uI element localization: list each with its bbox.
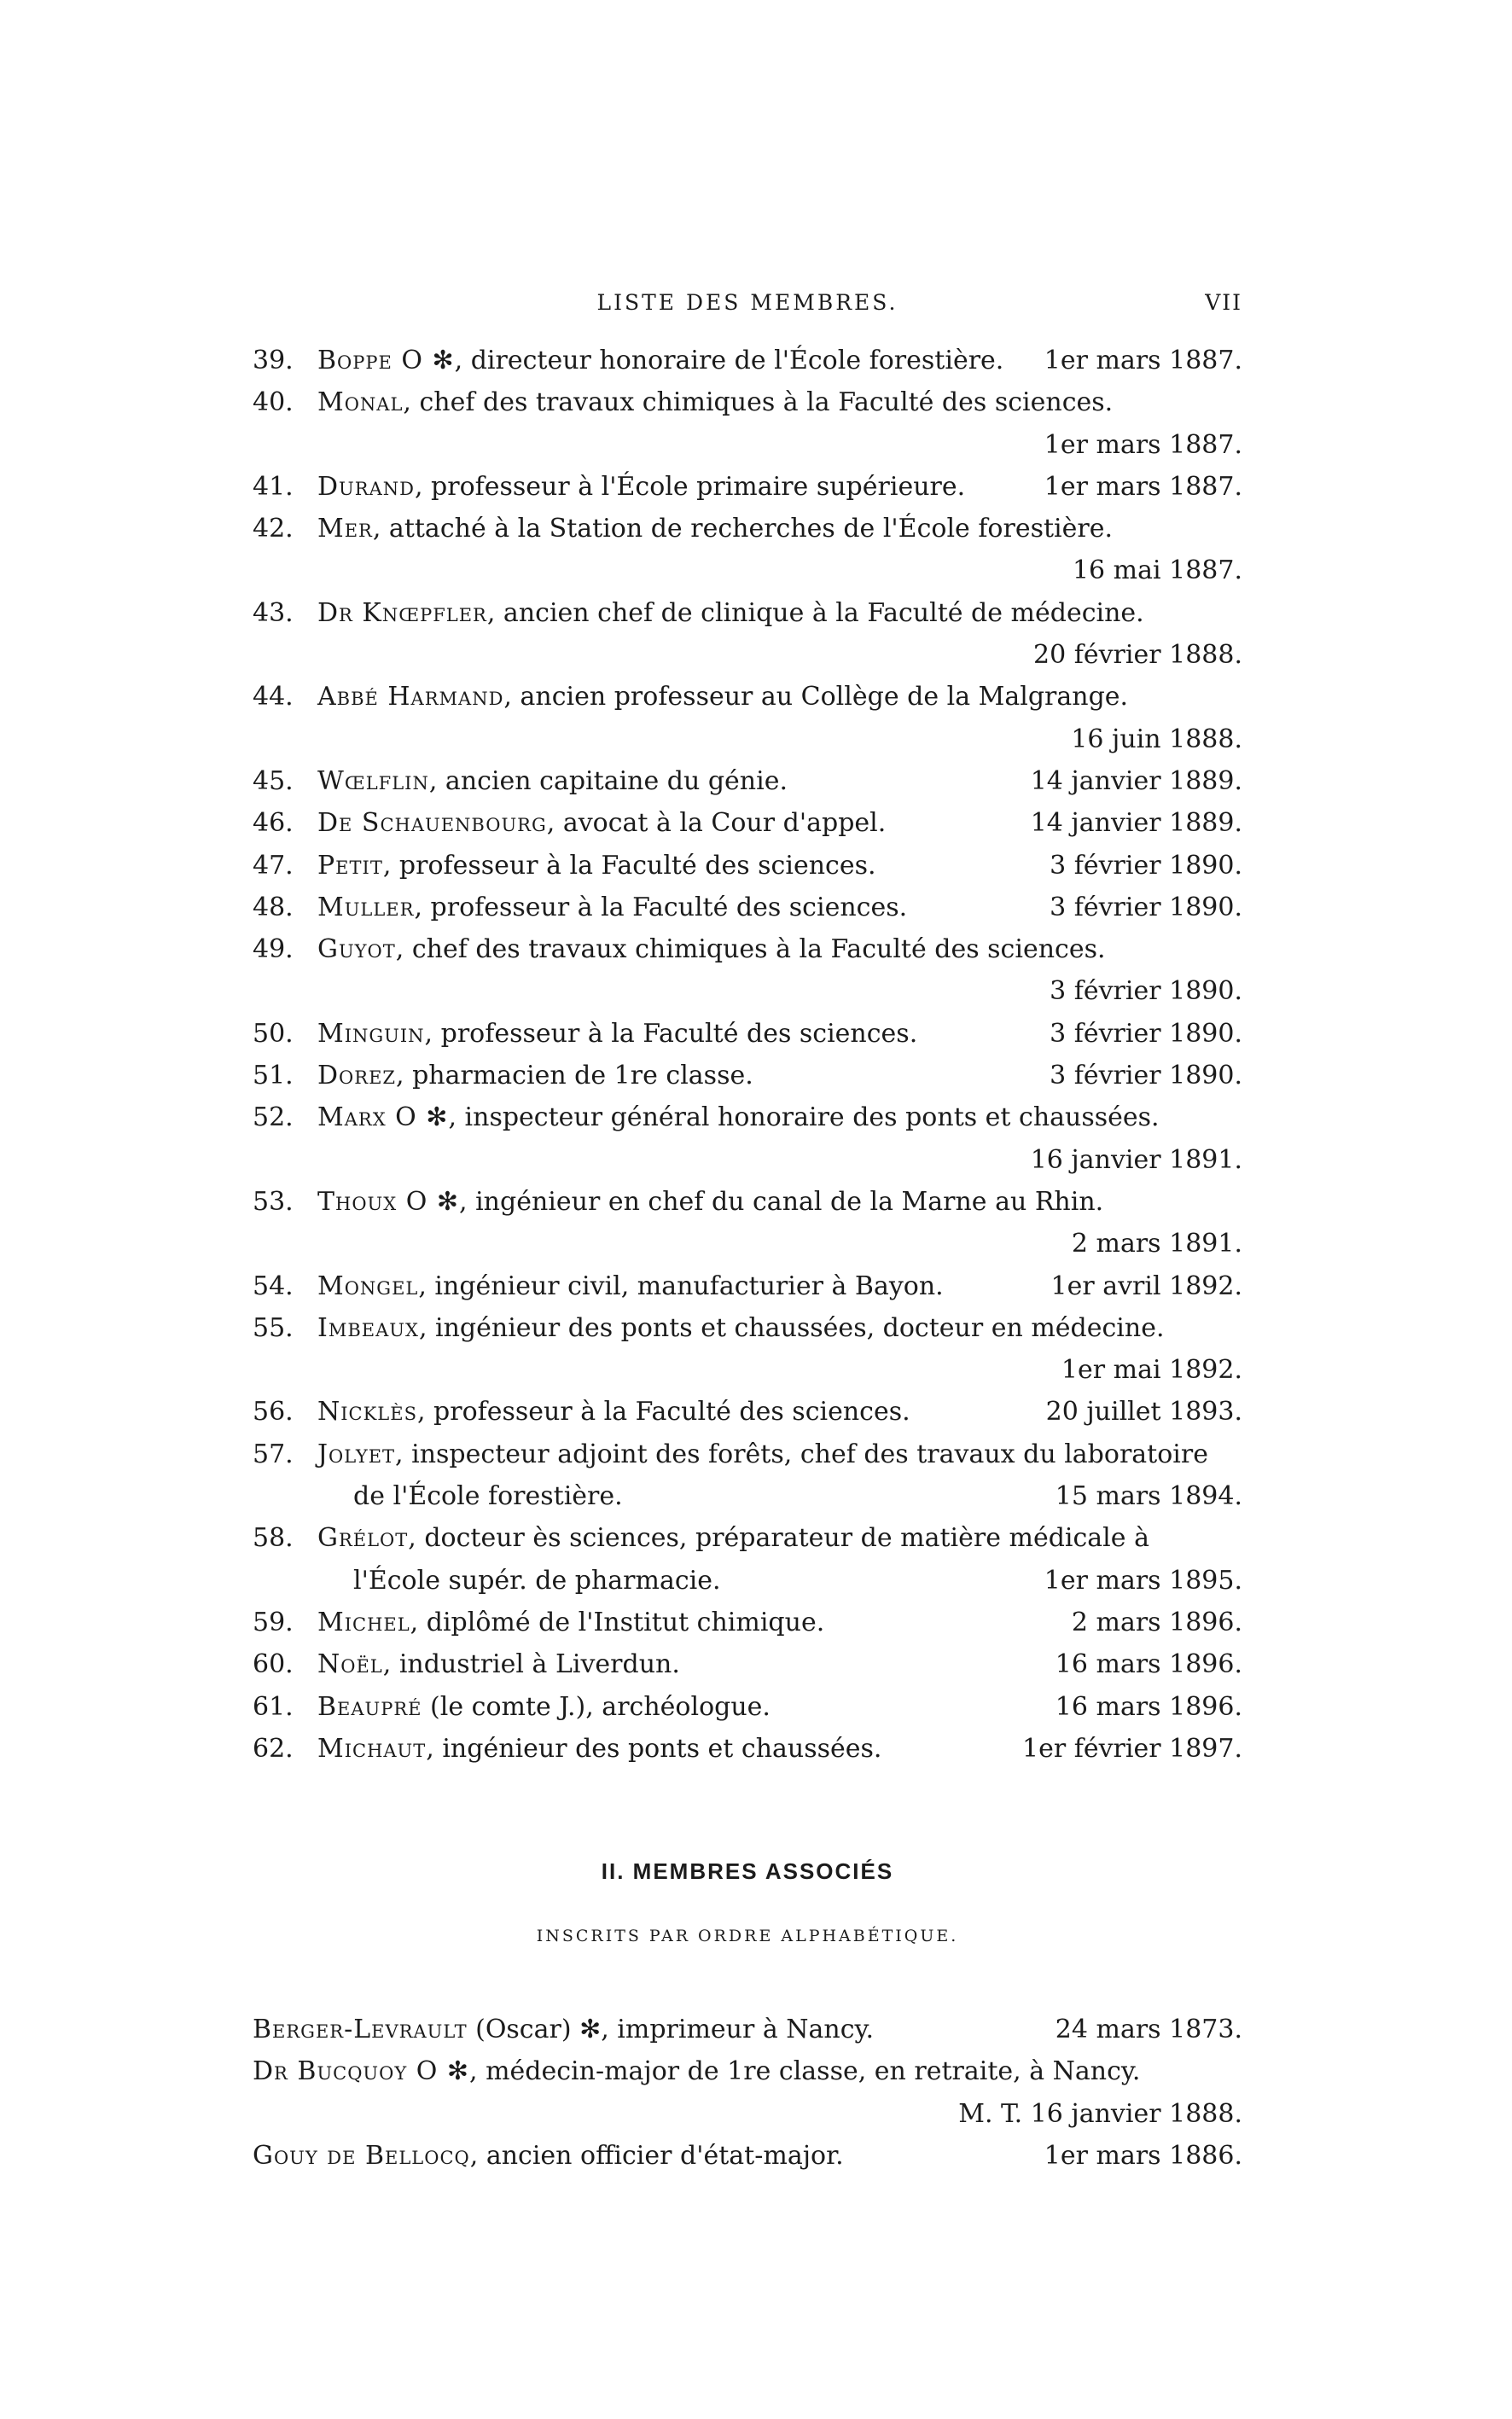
associate-description: , médecin-major de 1re classe, en retraite, à Nancy. <box>469 2056 1141 2087</box>
admission-date: 16 mars 1896. <box>1055 1649 1242 1680</box>
member-description: (le comte J.), archéologue. <box>422 1691 771 1722</box>
section-title: II. MEMBRES ASSOCIÉS <box>601 1858 894 1884</box>
entry-number: 49. <box>253 934 294 965</box>
member-description: , professeur à la Faculté des sciences. <box>414 892 908 922</box>
section-subtitle: INSCRITS PAR ORDRE ALPHABÉTIQUE. <box>536 1927 959 1945</box>
entry-line <box>253 424 1242 466</box>
member-entry <box>253 1433 1242 1518</box>
associate-date: 24 mars 1873. <box>1055 2015 1242 2044</box>
entry-number: 48. <box>253 892 294 922</box>
admission-date: 1er avril 1892. <box>1050 1271 1242 1301</box>
entry-text <box>317 1181 1242 1223</box>
member-entry <box>253 1517 1242 1602</box>
associate-line <box>253 2050 1242 2092</box>
member-description: , pharmacien de 1re classe. <box>396 1061 753 1091</box>
entry-line <box>253 845 1242 887</box>
member-name: Noël <box>317 1649 383 1680</box>
entry-number: 52. <box>253 1102 294 1133</box>
member-description: , ancien chef de clinique à la Faculté de médecine. <box>486 597 1144 628</box>
member-description: , ingénieur civil, manufacturier à Bayon. <box>418 1271 944 1301</box>
entry-number: 40. <box>253 387 294 418</box>
entry-line <box>253 760 1242 802</box>
associates-list <box>253 2009 1242 2177</box>
entry-text <box>317 1433 1242 1475</box>
member-name: Grélot <box>317 1523 409 1554</box>
entry-number: 55. <box>253 1312 294 1343</box>
member-name: Boppe O ✻ <box>317 346 455 375</box>
entry-number: 57. <box>253 1439 294 1469</box>
member-name: Wœlflin <box>317 765 429 796</box>
entry-number: 62. <box>253 1733 294 1764</box>
associate-line <box>253 2135 1242 2177</box>
entry-line <box>253 1349 1242 1391</box>
member-name: Nicklès <box>317 1397 417 1428</box>
associate-name: Gouy de Bellocq <box>253 2140 470 2171</box>
member-name: Michaut <box>317 1733 427 1764</box>
member-description: , professeur à la Faculté des sciences. <box>424 1018 918 1049</box>
member-description: , professeur à l'École primaire supérieure. <box>414 471 966 502</box>
entry-line <box>253 1181 1242 1223</box>
entry-line <box>253 1602 1242 1643</box>
entry-line <box>253 1560 1242 1602</box>
entry-number: 46. <box>253 808 294 839</box>
entry-number: 59. <box>253 1607 294 1637</box>
entry-line <box>253 1728 1242 1770</box>
admission-date: 16 mars 1896. <box>1055 1691 1242 1722</box>
member-description: , diplômé de l'Institut chimique. <box>410 1607 825 1637</box>
member-entry <box>253 381 1242 466</box>
member-name: Imbeaux <box>317 1312 419 1343</box>
member-description: , ingénieur des ponts et chaussées. <box>426 1733 882 1764</box>
member-entry <box>253 592 1242 677</box>
entry-text <box>317 1307 1242 1349</box>
member-entry <box>253 1728 1242 1770</box>
entry-line <box>253 718 1242 760</box>
member-description: , professeur à la Faculté des sciences. <box>382 850 876 881</box>
admission-date: 3 février 1890. <box>1050 850 1242 881</box>
member-entry <box>253 802 1242 844</box>
entry-line <box>253 340 1242 381</box>
admission-date: 14 janvier 1889. <box>1030 808 1242 839</box>
member-entry <box>253 466 1242 508</box>
member-entry <box>253 508 1242 592</box>
admission-date: 16 juin 1888. <box>1071 724 1242 754</box>
entry-number: 60. <box>253 1649 294 1680</box>
entry-line <box>253 1307 1242 1349</box>
entry-number: 43. <box>253 597 294 628</box>
entry-line <box>253 1433 1242 1475</box>
entry-line <box>253 1013 1242 1055</box>
member-description: , ingénieur en chef du canal de la Marne au Rhin. <box>459 1186 1104 1217</box>
associate-date: M. T. 16 janvier 1888. <box>958 2098 1242 2129</box>
entry-line <box>253 381 1242 423</box>
entry-line <box>253 1223 1242 1265</box>
member-entry <box>253 760 1242 802</box>
admission-date: 1er mars 1887. <box>1044 346 1242 375</box>
admission-date: 20 juillet 1893. <box>1045 1397 1242 1428</box>
entry-line <box>253 634 1242 676</box>
member-description: , industriel à Liverdun. <box>382 1649 680 1680</box>
entry-line <box>253 1096 1242 1138</box>
member-description: , professeur à la Faculté des sciences. <box>416 1397 910 1428</box>
entry-line <box>253 676 1242 718</box>
admission-date: 15 mars 1894. <box>1055 1481 1242 1512</box>
members-list <box>253 340 1242 1770</box>
associate-date: 1er mars 1886. <box>1044 2140 1242 2171</box>
page-header <box>253 290 1242 328</box>
entry-line <box>253 508 1242 550</box>
member-entry <box>253 1181 1242 1265</box>
member-name: Minguin <box>317 1018 425 1049</box>
member-description: , inspecteur adjoint des forêts, chef des travaux du laboratoire <box>395 1439 1208 1469</box>
member-entry <box>253 1013 1242 1055</box>
admission-date: 3 février 1890. <box>1050 1061 1242 1091</box>
entry-number: 54. <box>253 1271 294 1301</box>
associate-text <box>253 2050 1242 2092</box>
admission-date: 3 février 1890. <box>1050 892 1242 922</box>
associate-description: , ancien officier d'état-major. <box>469 2140 844 2171</box>
member-entry <box>253 1307 1242 1392</box>
entry-line <box>253 1391 1242 1433</box>
admission-date: 20 février 1888. <box>1033 640 1242 671</box>
member-entry <box>253 1096 1242 1181</box>
member-name: Dorez <box>317 1061 397 1091</box>
entry-line <box>253 1686 1242 1728</box>
entry-continuation: l'École supér. de pharmacie. <box>353 1565 721 1596</box>
entry-continuation: de l'École forestière. <box>353 1481 623 1512</box>
entry-number: 39. <box>253 346 294 375</box>
member-entry <box>253 928 1242 1013</box>
member-description: , docteur ès sciences, préparateur de matière médicale à <box>408 1523 1149 1554</box>
associate-line <box>253 2009 1242 2050</box>
member-name: Monal <box>317 387 404 418</box>
entry-line <box>253 466 1242 508</box>
entry-number: 51. <box>253 1061 294 1091</box>
associate-description: (Oscar) ✻, imprimeur à Nancy. <box>467 2015 875 2044</box>
entry-number: 41. <box>253 471 294 502</box>
member-name: Muller <box>317 892 415 922</box>
associate-line <box>253 2093 1242 2135</box>
member-name: Abbé Harmand <box>317 682 504 712</box>
member-name: Michel <box>317 1607 410 1637</box>
entry-line <box>253 1265 1242 1307</box>
member-description: , ancien capitaine du génie. <box>428 765 788 796</box>
entry-line <box>253 592 1242 634</box>
entry-line <box>253 550 1242 591</box>
member-description: , directeur honoraire de l'École forestière. <box>454 346 1004 375</box>
admission-date: 2 mars 1891. <box>1071 1229 1242 1259</box>
member-name: Guyot <box>317 934 396 965</box>
associate-name: Dr Bucquoy O ✻ <box>253 2056 470 2087</box>
member-description: , ancien professeur au Collège de la Malgrange. <box>503 682 1129 712</box>
member-description: , inspecteur général honoraire des ponts et chaussées. <box>448 1102 1160 1133</box>
entry-text <box>317 1517 1242 1559</box>
running-title: LISTE DES MEMBRES. <box>596 290 898 315</box>
entry-line <box>253 1475 1242 1517</box>
member-entry <box>253 340 1242 381</box>
member-name: Mer <box>317 514 373 544</box>
entry-number: 45. <box>253 765 294 796</box>
member-name: Jolyet <box>317 1439 396 1469</box>
entry-number: 42. <box>253 514 294 544</box>
entry-text <box>317 928 1242 970</box>
entry-line <box>253 1055 1242 1096</box>
entry-line <box>253 928 1242 970</box>
admission-date: 1er mars 1887. <box>1044 429 1242 460</box>
member-entry <box>253 845 1242 887</box>
entry-number: 61. <box>253 1691 294 1722</box>
member-name: De Schauenbourg <box>317 808 547 839</box>
member-entry <box>253 1686 1242 1728</box>
admission-date: 3 février 1890. <box>1050 1018 1242 1049</box>
admission-date: 14 janvier 1889. <box>1030 765 1242 796</box>
page-number: VII <box>1205 290 1242 315</box>
member-description: , ingénieur des ponts et chaussées, docteur en médecine. <box>418 1312 1165 1343</box>
admission-date: 2 mars 1896. <box>1071 1607 1242 1637</box>
entry-line <box>253 887 1242 928</box>
member-description: , attaché à la Station de recherches de l'École forestière. <box>372 514 1114 544</box>
admission-date: 1er mars 1895. <box>1044 1565 1242 1596</box>
entry-number: 53. <box>253 1186 294 1217</box>
entry-line <box>253 970 1242 1012</box>
admission-date: 1er février 1897. <box>1022 1733 1242 1764</box>
member-description: , chef des travaux chimiques à la Faculté des sciences. <box>403 387 1114 418</box>
member-entry <box>253 676 1242 760</box>
member-description: , avocat à la Cour d'appel. <box>546 808 887 839</box>
member-entry <box>253 1265 1242 1307</box>
entry-text <box>317 1096 1242 1138</box>
member-description: , chef des travaux chimiques à la Faculté des sciences. <box>395 934 1106 965</box>
member-name: Dr Knœpfler <box>317 597 487 628</box>
entry-text <box>317 508 1242 550</box>
entry-text <box>317 676 1242 718</box>
member-name: Thoux O ✻ <box>317 1186 459 1217</box>
entry-line <box>253 1517 1242 1559</box>
member-entry <box>253 887 1242 928</box>
member-entry <box>253 1055 1242 1096</box>
admission-date: 16 janvier 1891. <box>1030 1144 1242 1175</box>
entry-number: 44. <box>253 682 294 712</box>
admission-date: 1er mai 1892. <box>1061 1355 1242 1386</box>
member-entry <box>253 1643 1242 1685</box>
admission-date: 1er mars 1887. <box>1044 471 1242 502</box>
admission-date: 16 mai 1887. <box>1072 555 1242 586</box>
entry-number: 58. <box>253 1523 294 1554</box>
entry-line <box>253 802 1242 844</box>
entry-number: 47. <box>253 850 294 881</box>
entry-text <box>317 381 1242 423</box>
member-name: Petit <box>317 850 383 881</box>
member-entry <box>253 1602 1242 1643</box>
admission-date: 3 février 1890. <box>1050 976 1242 1007</box>
member-name: Marx O ✻ <box>317 1102 449 1133</box>
member-name: Durand <box>317 471 415 502</box>
associate-name: Berger-Levrault <box>253 2015 468 2044</box>
member-name: Beaupré <box>317 1691 422 1722</box>
member-entry <box>253 1391 1242 1433</box>
member-name: Mongel <box>317 1271 419 1301</box>
entry-number: 50. <box>253 1018 294 1049</box>
entry-number: 56. <box>253 1397 294 1428</box>
entry-line <box>253 1643 1242 1685</box>
entry-text <box>317 592 1242 634</box>
entry-line <box>253 1139 1242 1181</box>
